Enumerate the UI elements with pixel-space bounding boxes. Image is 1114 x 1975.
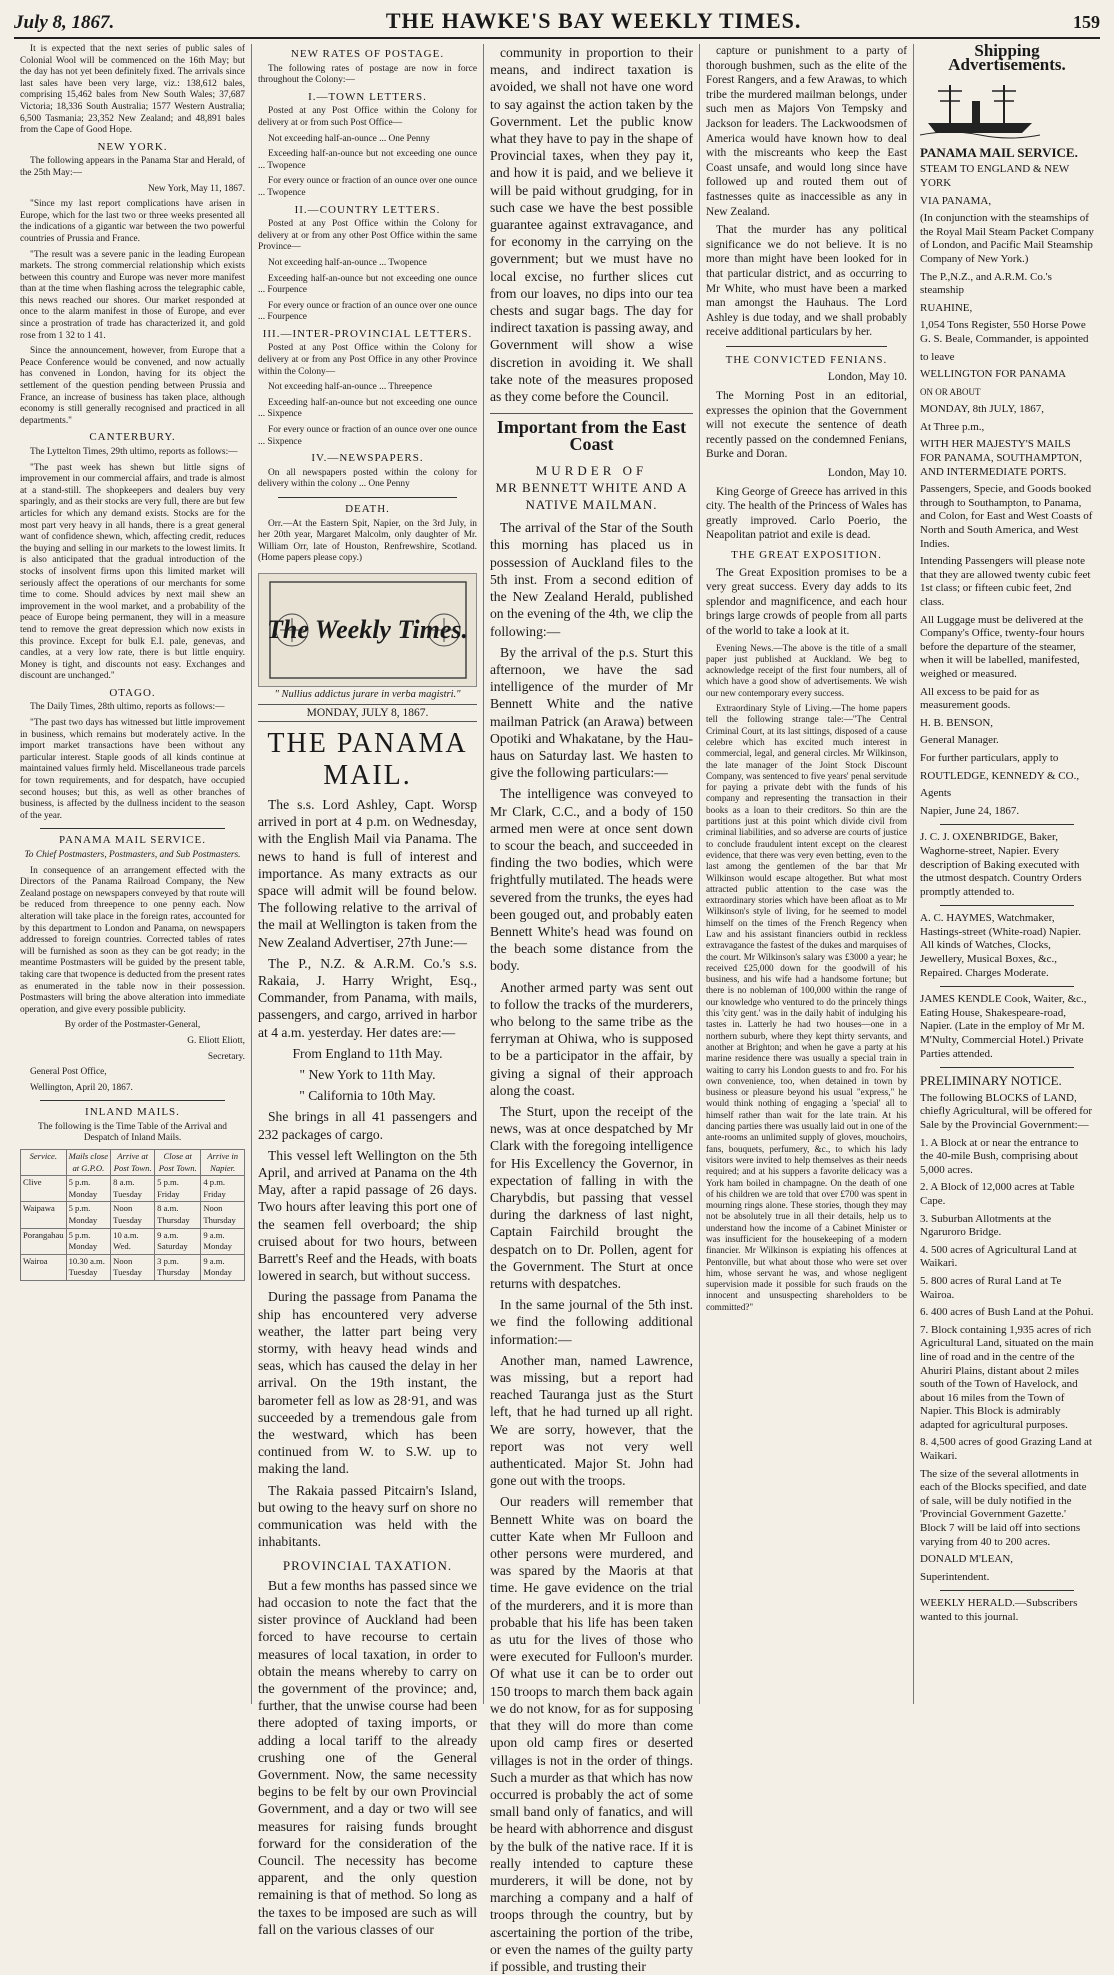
wool-sales-paragraph: It is expected that the next series of public sales of Colonial Wool will be commenced on the 16th May; but the day has not yet been definitely fixed. The arrivals since last sales have been very large, viz.: 138,612 bales, comprising 15,462 bales from New South Wales; 37,687 Victoria; 18,336 South Australia; 1577 Western Australia; 6,500 Tasmania; 23,352 New Zealand; and 48,891 bales from the Cape of Good Hope. <box>20 44 245 136</box>
preliminary-notice-intro: The following BLOCKS of LAND, chiefly Agricultural, will be offered for Sale by the Provincial Government:— <box>920 1091 1093 1131</box>
article-paragraph: Another armed party was sent out to follow the tracks of the murderers, who belong to the same tribe as the ferryman at Ohiwa, who is supposed to be a participator in the affair, by giving a signal of their approach along the coast. <box>490 979 693 1098</box>
rate-line: For every ounce or fraction of an ounce over one ounce ... Fourpence <box>258 300 477 323</box>
steamship-icon <box>920 79 1040 137</box>
article-paragraph: The s.s. Lord Ashley, Capt. Worsp arrived in port at 4 p.m. on Wednesday, with the English Mail via Panama. The news to hand is full of interest and importance. As many extracts as our space will admit will be found below. The following relative to the arrival of the mail at Wellington is taken from the New Zealand Advertiser, 27th June:— <box>258 796 477 950</box>
motto: " Nullius addictus jurare in verba magistri." <box>274 688 461 700</box>
divider <box>40 828 225 829</box>
inland-mails-heading: INLAND MAILS. <box>85 1106 180 1119</box>
list-item: 6. 400 acres of Bush Land at the Pohui. <box>920 1306 1094 1319</box>
column-5-advertisements <box>914 41 1100 1704</box>
town-letters-heading: I.—TOWN LETTERS. <box>308 90 427 103</box>
list-item: 3. Suburban Allotments at the Ngaruroro Bridge. <box>920 1212 1052 1239</box>
post-office-date: Wellington, April 20, 1867. <box>30 1082 133 1093</box>
list-item: 5. 800 acres of Rural Land at Te Wairoa. <box>920 1274 1062 1301</box>
table-cell: Clive <box>21 1176 67 1202</box>
table-header-cell: Close at Post Town. <box>155 1150 201 1176</box>
table-cell: 10 a.m. Wed. <box>111 1228 155 1254</box>
otago-heading: OTAGO. <box>109 686 156 699</box>
death-heading: DEATH. <box>345 503 390 515</box>
table-row <box>21 1254 245 1280</box>
table-cell: 5 p.m. Monday <box>66 1228 111 1254</box>
provincial-taxation-heading: PROVINCIAL TAXATION. <box>282 1557 453 1573</box>
table-header-cell: Service. <box>21 1150 67 1176</box>
preliminary-notice-signature: DONALD M'LEAN, <box>920 1553 1014 1566</box>
panama-mail-ad-ship: The P.,N.Z., and A.R.M. Co.'s steamship <box>920 270 1052 297</box>
rate-line: Exceeding half-an-ounce but not exceeding one ounce ... Sixpence <box>258 397 477 420</box>
table-row <box>21 1176 245 1202</box>
east-coast-headline: Important from the East Coast <box>490 413 693 453</box>
postage-rates-intro: The following rates of postage are now in force throughout the Colony:— <box>258 63 477 86</box>
table-cell: 5 p.m. Monday <box>66 1202 111 1228</box>
ad-line: For further particulars, apply to <box>920 751 1059 764</box>
table-cell: 10.30 a.m. Tuesday <box>66 1254 111 1280</box>
canterbury-heading: CANTERBURY. <box>89 431 176 444</box>
table-header-cell: Arrive in Napier. <box>201 1150 245 1176</box>
date-line: " California to 10th May. <box>299 1088 436 1104</box>
article-paragraph: This vessel left Wellington on the 5th April, and arrived at Panama on the 4th May, after a rapid passage of 26 days. Two hours after leaving this port one of the seamen fell overboard; the ship cruised about for two hours, between Barrett's Reef and the Heads, with boats lowered in search, but without success. <box>258 1147 477 1284</box>
columns <box>14 41 1100 1974</box>
column-3 <box>484 44 700 1974</box>
ad-paragraph: Passengers, Specie, and Goods booked through to Southampton, to Panama, and Colon, for East and West Coasts of North and South America, and West Indies. <box>920 483 1093 550</box>
table-header-row <box>21 1150 245 1176</box>
inland-mails-intro: The following is the Time Table of the Arrival and Despatch of Inland Mails. <box>38 1121 227 1144</box>
table-cell: Wairoa <box>21 1254 67 1280</box>
divider <box>40 1100 225 1101</box>
panama-mail-service-heading: PANAMA MAIL SERVICE. <box>59 834 206 847</box>
dateline: London, May 10. <box>827 467 907 480</box>
table-cell: Noon Thursday <box>201 1202 245 1228</box>
table-cell: 9 a.m. Monday <box>201 1228 245 1254</box>
table-cell: Noon Tuesday <box>111 1254 155 1280</box>
article-paragraph: In the same journal of the 5th inst. we find the following additional information:— <box>490 1297 693 1347</box>
table-cell: 3 p.m. Thursday <box>155 1254 201 1280</box>
list-item: 7. Block containing 1,935 acres of rich Agricultural Land, situated on the main line of road and in the centre of the Ahuriri Plains, distant about 2 miles south of the Town of Havelock, and about 16 miles from the Town of Napier. This Block is admirably adapted for agricultural purposes. <box>920 1323 1094 1431</box>
list-item: 8. 4,500 acres of good Grazing Land at Waikari. <box>920 1436 1092 1463</box>
table-cell: 8 a.m. Thursday <box>155 1202 201 1228</box>
land-blocks-list <box>920 1137 1094 1464</box>
table-header-cell: Mails close at G.P.O. <box>66 1150 111 1176</box>
panama-mail-article <box>258 796 477 1938</box>
death-notice: Orr.—At the Eastern Spit, Napier, on the 3rd July, in her 20th year, Margaret Malcolm, only daughter of Mr. William Orr, late of Houston, Renfrewshire, Scotland. (Home papers please copy.) <box>258 518 477 564</box>
panama-mail-ad-conjunction: (In conjunction with the steamships of the Royal Mail Steam Packet Company of London, and Pacific Mail Steamship Company of New York.) <box>920 212 1094 265</box>
column-4-small-text <box>706 643 907 1314</box>
inland-mails-table <box>20 1149 245 1281</box>
panama-mail-service-subheading: To Chief Postmasters, Postmasters, and Sub Postmasters. <box>24 850 241 860</box>
murder-headline: MURDER OF <box>535 462 648 478</box>
table-cell: Noon Tuesday <box>111 1202 155 1228</box>
new-york-heading: NEW YORK. <box>97 140 168 153</box>
table-cell: Porangahau <box>21 1228 67 1254</box>
table-cell: 9 a.m. Saturday <box>155 1228 201 1254</box>
ad-agents-label: Agents <box>920 787 952 800</box>
divider <box>940 905 1074 906</box>
town-letters-text: Posted at any Post Office within the Colony for delivery at or from such Post Office— <box>258 106 477 128</box>
table-row <box>21 1228 245 1254</box>
preliminary-notice-paragraph: The size of the several allotments in each of the Blocks specified, and date of sale, will be duly notified in the 'Provincial Government Gazette.' Block 7 will be laid off into sections varying from 40 to 200 acres. <box>920 1467 1087 1548</box>
ad-line: At Three p.m., <box>920 420 985 433</box>
new-york-paragraph-2: "The result was a severe panic in the leading European markets. The strong commercial relationship which exists between this country and Europe was never more manifest than at the time when flashing across the telegraphic cable, this news reached our shores. Our market responded at once to the alarm manifest in those of Europe, and ever since a prostration of trade has characterized it, and gold rose from 1 32 to 1 41. <box>20 249 245 341</box>
canterbury-intro: The Lyttelton Times, 29th ultimo, reports as follows:— <box>30 447 238 457</box>
rate-line: Not exceeding half-an-ounce ... One Penny <box>268 133 430 144</box>
postage-rates-section <box>258 49 477 565</box>
ad-signature-title: General Manager. <box>920 734 999 747</box>
column-2 <box>252 44 484 1937</box>
panama-mail-service-paragraph: In consequence of an arrangement effected with the Directors of the Panama Railroad Company, the New Zealand postage on newspapers conveyed by that route will be reduced from threepence to one penny each. Now alteration will take place in the foreign rates, accounted for by this department to London and Panama, on newspapers addressed to foreign countries. Corrected tables of rates will be furnished as soon as they can be got ready; in the meantime Postmasters will be guided by the present table, taking care that twopence is deducted from the present rates as enumerated in the table now in their possession. Postmasters will bring the above alteration into immediate operation, and give every possible publicity. <box>20 865 245 1015</box>
divider <box>940 986 1074 987</box>
paper-logo <box>258 573 477 687</box>
list-item: 1. A Block at or near the entrance to the 40-mile Bush, comprising about 5,000 acres. <box>920 1136 1079 1176</box>
otago-paragraph: "The past two days has witnessed but little improvement in business, which remains but moderately active. In the import market transactions have been without any particular interest. Staple goods of all kinds continue at maintained values firmly held. Miscellaneous trade parcels for town requirements, and for despatch, have occupied second houses; but this, as well as other branches of business, is affected by the dullness incident to the season of the year. <box>20 718 245 821</box>
murder-subheadline: MR BENNETT WHITE AND A NATIVE MAILMAN. <box>495 479 688 513</box>
paper-title: THE HAWKE'S BAY WEEKLY TIMES. <box>385 8 802 33</box>
table-body <box>21 1176 245 1281</box>
ad-line: to leave <box>920 350 955 363</box>
rate-line: For every ounce or fraction of an ounce over one ounce ... Sixpence <box>258 425 477 447</box>
article-paragraph: But a few months has passed since we had occasion to note the fact that the sister province of Auckland had been forced to have recourse to certain measures of local taxation, in order to obtain the means whereby to carry on the government of the province; and, further, that the unwise course had been there adopted of taxing imports, or adding a local tariff to the already crushing one of the General Government. Now, the same necessity begins to be felt by our own Provincial Government, and a day or two will see measures for raising funds brought forward for the consideration of the Council. The necessity has become apparent, and the only question remaining is that of method. So long as the taxes to be imposed are such as will fall on the various classes of our <box>258 1577 477 1937</box>
date-line: From England to 11th May. <box>292 1045 443 1061</box>
article-paragraph: The arrival of the Star of the South this morning has placed us in possession of Auckland files to the 5th inst. From a second edition of the New Zealand Herald, published on the evening of the 4th, we clip the following:— <box>490 520 693 639</box>
list-item: 4. 500 acres of Agricultural Land at Waikari. <box>920 1243 1077 1270</box>
evening-news-paragraph: Evening News.—The above is the title of a small paper just published at Auckland. We beg to acknowledge receipt of the first four numbers, all of which have a good show of advertisements. We wish our new contemporary every success. <box>706 642 907 698</box>
ad-date: Napier, June 24, 1867. <box>920 804 1020 817</box>
date-line: " New York to 11th May. <box>299 1067 436 1083</box>
ad-line: WELLINGTON FOR PANAMA <box>920 368 1067 381</box>
rate-line: Exceeding half-an-ounce but not exceeding one ounce ... Fourpence <box>258 273 477 296</box>
postmaster-signature: G. Eliott Eliott, <box>187 1035 245 1046</box>
table-cell: Waipawa <box>21 1202 67 1228</box>
newspapers-heading: IV.—NEWSPAPERS. <box>311 452 424 465</box>
ship-details: 1,054 Tons Register, 550 Horse Powe G. S. Beale, Commander, is appointed <box>920 319 1089 345</box>
article-paragraph: The Great Exposition promises to be a very great success. Every day adds to its splendor and magnificence, and each hour brings large crowds of people from all parts of the world to take a look at it. <box>706 566 907 637</box>
preliminary-notice-heading: PRELIMINARY NOTICE. <box>920 1073 1062 1089</box>
ad-paragraph: Intending Passengers will please note that they are allowed twenty cubic feet 1st class; or fifteen cubic feet, 2nd class. <box>920 555 1091 608</box>
extraordinary-living-paragraph: Extraordinary Style of Living.—The home papers tell the following strange tale:—"The Central Criminal Court, at its last sittings, disposed of a cause celebre which has excited much interest in commercial, legal, and general circles. Mr Wilkinson, the late manager of the Joint Stock Discount Company, was sentenced to five years' penal servitude for paying a private debt with the funds of his company and representing the transaction in their books as a loan to their creditors. So thin are the partitions just at this point which divide civil from criminal liabilities, and so adverse are courts of justice to conclude fraudulent intent except on the clearest evidence, that there was very even betting, even to the last among the gentlemen of the bar that Mr Wilkinson would escape altogether. But what most attracted public attention to the case was the extraordinary stories which have been afloat as to Mr Wilkinson's style of living, for he seemed to model himself on the times of the French Regency when Law and his assistant financiers outbid in reckless extravagance the fastest of the dukes and marquises of the court. Mr Wilkinson's salary was £3000 a year; he received £25,000 down for the goodwill of his business, and his wife had a handsome fortune; but there is no nobleman of 100,000 within the range of our knowledge who ventured to do the princely things this 'city gent.' was in the daily habit of indulging his tastes in. Latterly he had two houses—one in a northern suburb, where they kept thirty servants, and another at Brighton; and when he gave a party at his marine residence there was usually a special train in waiting to carry his London guests to and fro. For his own convenience, too, when detained in town by business or pleasure beyond his usual "express," he would think nothing of engaging a 'special' all to himself rather than wait for the late train. At his dancing parties there was usually laid out in one of the ante-rooms an unlimited supply of gloves, mouchoirs, fans, bouquets, perfumery, &c., to which his lady visitors were invited to help themselves as their needs required; and at his suppers a favorite delicacy was a York ham boiled in champagne. On the death of one of his children we are told that over £700 was spent in mourning rings alone. These stories, though they may not be absolutely true in all their details, help us to understand how the income of a Cabinet Minister or was insufficient for the housekeeping of a modern financier. Mr Wilkinson is expiating his offences at Pentonville, but what about those who were set over him, whose servant he was, and whose negligent supervision made it possible for such frauds on the innocent and unsuspecting shareholders to be committed?" <box>706 703 907 1312</box>
article-paragraph: King George of Greece has arrived in this city. The health of the Princess of Wales has greatly improved. Carlo Poerio, the Neapolitan patriot and exile is dead. <box>706 485 907 542</box>
postmaster-title: Secretary. <box>207 1051 245 1062</box>
fenians-heading: THE CONVICTED FENIANS. <box>725 353 888 366</box>
panama-mail-headline: THE PANAMA MAIL. <box>267 727 468 791</box>
ad-signature: H. B. BENSON, <box>920 716 994 729</box>
logo-text: The Weekly Times. <box>267 614 468 644</box>
new-york-intro: The following appears in the Panama Star and Herald, of the 25th May:— <box>20 156 245 178</box>
divider <box>726 346 887 347</box>
table-cell: 5 p.m. Monday <box>66 1176 111 1202</box>
panama-mail-ad-title: PANAMA MAIL SERVICE. <box>920 144 1078 160</box>
column-1 <box>14 44 252 1704</box>
kendle-ad: JAMES KENDLE Cook, Waiter, &c., Eating House, Shakespeare-road, Napier. (Late in the employ of Mr M. M'Nulty, Commercial Hotel.) Private Parties attended. <box>920 993 1087 1060</box>
article-paragraph: The intelligence was conveyed to Mr Clark, C.C., and a body of 150 armed men were at once sent down to scour the beach, and succeeded in finding the two bodies, which were frightfully mutilated. The heads were severed from the trunks, the eyes had been gouged out, and probably eaten Bennett White's head was found on the beach some distance from the body. <box>490 786 693 974</box>
new-york-paragraph-3: Since the announcement, however, from Europe that a Peace Conference would be convened, and now actually has convened in London, having for its object the settlement of the question pending between Prussia and France, an increase of business has taken place, although economy is still generally recognised and practiced in all departments." <box>20 346 245 426</box>
column-4-text <box>706 44 907 639</box>
article-paragraph: The Morning Post in an editorial, expresses the opinion that the Government will not execute the sentence of death recently passed on the condemned Fenians, Burke and Doran. <box>706 390 907 461</box>
post-office-place: General Post Office, <box>30 1067 107 1078</box>
divider <box>278 497 457 498</box>
article-paragraph: Our readers will remember that Bennett White was on board the cutter Kate when Mr Fulloon and other persons were murdered, and was spared by the Maoris at that time. He gave evidence on the trial of the murderers, and it is more than probable that his life has been taken as utu for the lives of those who were executed for Fulloon's murder. Of what use it can be to order out 150 troops to march them back again we do not know, for as for supposing that they will do more than come upon old camp fires or deserted villages is not in the order of things. Such a murder as that which has now occurred is probably the act of some small band only of fanatics, and will be heard with abhorrence and disgust by the bulk of the native race. If it is really intended to capture these murderers, it will be done, not by marching a company and a half of troops through the country, but by ascertaining the portion of the tribe, or even the names of the guilty party if possible, and trusting their <box>490 1494 693 1974</box>
dateline: London, May 10. <box>827 371 907 384</box>
article-paragraph: Another man, named Lawrence, was missing, but a report had reached Tauranga just as the Sturt left, that he had turned up all right. We are sorry, however, that the report was not very well authenticated. Major St. John had gone out with the troops. <box>490 1352 693 1489</box>
ad-agent: ROUTLEDGE, KENNEDY & CO., <box>920 769 1080 782</box>
ad-paragraph: All excess to be paid for as measurement goods. <box>920 685 1040 712</box>
article-paragraph: She brings in all 41 passengers and 232 packages of cargo. <box>258 1109 477 1142</box>
panama-mail-ad-via: VIA PANAMA, <box>920 194 992 207</box>
preliminary-notice-signature-title: Superintendent. <box>920 1570 990 1583</box>
issue-date: July 8, 1867. <box>14 12 115 33</box>
table-row <box>21 1202 245 1228</box>
article-paragraph: capture or punishment to a party of thorough bushmen, such as the elite of the Forest Rangers, and a few Arawas, to which tribe the murdered mailman belongs, under such men as Majors Von Tempsky and Jackson for leaders. The Lackwoodsmen of America would have known how to deal with the miscreants who keep the East Coast unsafe, and would long since have followed up and routed them out of fastnesses quite as inaccessible as any in New Zealand. <box>706 45 907 218</box>
list-item: 2. A Block of 12,000 acres at Table Cape. <box>920 1181 1075 1207</box>
article-paragraph: The Sturt, upon the receipt of the news, was at once despatched by Mr Clark with the foregoing intelligence for His Excellency the Governor, in expectation of falling in with the Charybdis, but passing that vessel during the darkness of last night, Captain Fairchild brought the despatch on to Dr. Pollen, agent for the Government. The Sturt at once returns with despatches. <box>490 1103 693 1292</box>
shipping-ads-heading: Shipping Advertisements. <box>948 41 1066 74</box>
postage-rates-heading: NEW RATES OF POSTAGE. <box>290 48 445 60</box>
article-paragraph: The Rakaia passed Pitcairn's Island, but owing to the heavy surf on shore no communication was held with the inhabitants. <box>258 1482 477 1550</box>
newspapers-text: On all newspapers posted within the colony for delivery within the colony ... One Penny <box>258 467 477 490</box>
divider <box>940 1067 1074 1068</box>
inter-provincial-text: Posted at any Post Office within the Colony for delivery at or from any Post Office in any other Province within the Colony— <box>258 343 477 377</box>
weekly-herald-ad: WEEKLY HERALD.—Subscribers wanted to this journal. <box>920 1597 1078 1623</box>
new-york-dateline: New York, May 11, 1867. <box>147 183 245 194</box>
issue-dateline: MONDAY, JULY 8, 1867. <box>258 704 477 722</box>
otago-intro: The Daily Times, 28th ultimo, reports as follows:— <box>30 702 225 713</box>
ad-line: WITH HER MAJESTY'S MAILS FOR PANAMA, SOUTHAMPTON, AND INTERMEDIATE PORTS. <box>920 438 1082 478</box>
exposition-heading: THE GREAT EXPOSITION. <box>731 549 882 561</box>
ad-line: MONDAY, 8th JULY, 1867, <box>920 403 1044 416</box>
inter-provincial-heading: III.—INTER-PROVINCIAL LETTERS. <box>262 327 473 340</box>
postmaster-order: By order of the Postmaster-General, <box>64 1020 201 1031</box>
rate-line: Exceeding half-an-ounce but not exceeding one ounce ... Twopence <box>258 149 477 171</box>
country-letters-text: Posted at any Post Office within the Colony for delivery at or from any other Post Office within the same Province— <box>258 219 477 253</box>
masthead <box>14 8 1100 39</box>
article-paragraph: The P., N.Z. & A.R.M. Co.'s s.s. Rakaia, J. Harry Wright, Esq., Commander, from Panama, with mails, passengers, and cargo, arrived in harbor at 4 a.m. yesterday. Her dates are:— <box>258 955 477 1040</box>
table-cell: 5 p.m. Friday <box>155 1176 201 1202</box>
rate-line: Not exceeding half-an-ounce ... Twopence <box>268 257 427 268</box>
table-cell: 8 a.m. Tuesday <box>111 1176 155 1202</box>
country-letters-heading: II.—COUNTRY LETTERS. <box>294 203 441 216</box>
panama-mail-ad-subtitle: STEAM TO ENGLAND & NEW YORK <box>920 163 1070 189</box>
article-paragraph: By the arrival of the p.s. Sturt this afternoon, we have the sad intelligence of the murder of Mr Bennett White and the native mailman Patrick (an Arawa) between Opotiki and Whakatane, by the Hau-haus on Saturday last. We hasten to give the following particulars:— <box>490 644 693 781</box>
article-paragraph: During the passage from Panama the ship has encountered very adverse weather, the latter part being very stormy, with heavy head winds and seas, which has caused the delay in her arrival. On the 19th instant, the barometer fell as low as 28·91, and was succeeded by a tremendous gale from the westward, which has been continued from W. to S.W. up to making the land. <box>258 1289 477 1477</box>
page-number: 159 <box>1072 12 1100 32</box>
divider <box>940 824 1074 825</box>
new-york-paragraph-1: "Since my last report complications have arisen in Europe, which for the last two or three weeks presented all the indications of a gigantic war between the two powerful countries of Prussia and France. <box>20 199 245 244</box>
rate-line: For every ounce or fraction of an ounce over one ounce ... Twopence <box>258 176 477 198</box>
article-paragraph: community in proportion to their means, and indirect taxation is avoided, we shall not have one word to say against the action taken by the Government. Let the public know what they have to pay in the shape of Provincial taxes, when they pay it, and how it is paid, and we believe it will be paid without grudging, for in such case we have the best possible guarantee against extravagance, and for economy in the carrying on the government; but we must have no local excise, no further slices cut from our loaves, no dips into our tea chests and sugar bags. The day for indirect taxation is passing away, and Government will show a wise discretion in avoiding it. We shall take note of the measures proposed as they come before the Council. <box>490 45 693 405</box>
ad-paragraph: All Luggage must be delivered at the Company's Office, twenty-four hours before the departure of the steamer, when it will be labelled, manifested, weighed or measured. <box>920 613 1085 680</box>
article-paragraph: That the murder has any political significance we do not believe. It is no more than might have been looked for in that particular district, and as occurring to Mr White, who must have been a marked man amongst the Hauhaus. The Lord Ashley is due today, and we shall probably receive additional particulars by her. <box>706 224 907 339</box>
table-cell: 9 a.m. Monday <box>201 1254 245 1280</box>
ship-name: RUAHINE, <box>920 301 973 314</box>
table-cell: 4 p.m. Friday <box>201 1176 245 1202</box>
oxenbridge-ad: J. C. J. OXENBRIDGE, Baker, Waghorne-street, Napier. Every description of Baking executed with the utmost despatch. Country Orders promptly attended to. <box>920 831 1082 898</box>
haymes-ad: A. C. HAYMES, Watchmaker, Hastings-street (White-road) Napier. All kinds of Watches, Clocks, Jewellery, Musical Boxes, &c., Repaired. Charges Moderate. <box>920 912 1081 979</box>
ad-line: ON OR ABOUT <box>920 386 981 397</box>
canterbury-paragraph: "The past week has shewn but little signs of improvement in our commercial affairs, and trade is almost at a stand-still. The shopkeepers and dealers buy very sparingly, and as their stocks are very full, there are but few articles for which any demand exists. Stocks are for the most part very heavy in all hands, there is a great general want of confidence shewn, which, affecting credit, reduces the buying and selling in our markets to the lowest limits. It is also anticipated that the gradual introduction of the stocks of insolvent firms upon this limited market will seriously affect the operations of our merchants for some time to come. Should advices by next mail shew an improvement in the wool market, and a probability of the peace of Europe being permanent, they will in a measure tend to remove the great depression which now exists in this province. Except for bulk E.I. pale, genevas, and candles, at a very low rate, there is but little enquiry. Money is tight, and discounts not easy. Exchanges and discount are unchanged." <box>20 462 245 682</box>
column-4 <box>700 44 914 1704</box>
divider <box>940 1590 1074 1591</box>
table-header-cell: Arrive at Post Town. <box>111 1150 155 1176</box>
rate-line: Not exceeding half-an-ounce ... Threepence <box>268 382 433 393</box>
